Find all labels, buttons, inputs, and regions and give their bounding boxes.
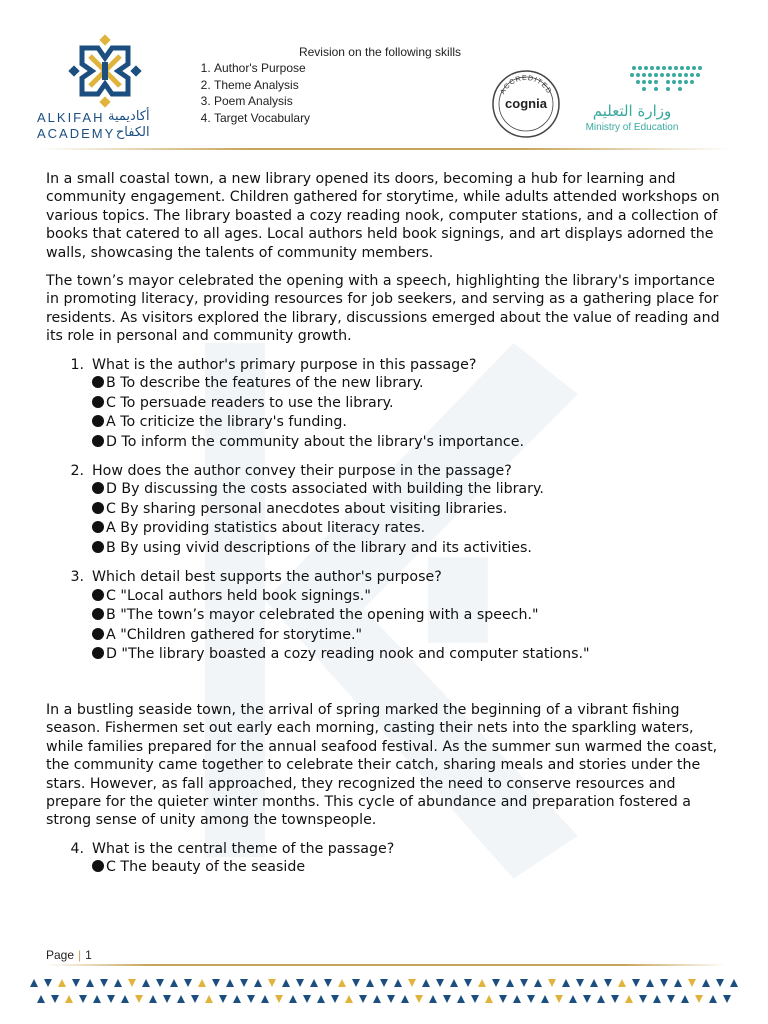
triangle-ornament: [303, 995, 311, 1003]
triangle-ornament: [219, 995, 227, 1003]
question-number: 4.: [70, 840, 84, 857]
triangle-ornament: [695, 995, 703, 1003]
triangle-ornament: [268, 979, 276, 987]
triangle-ornament: [674, 979, 682, 987]
cognia-name: cognia: [505, 96, 547, 111]
triangle-ornament: [296, 979, 304, 987]
question-number: 3.: [70, 569, 84, 586]
triangle-ornament: [611, 995, 619, 1003]
triangle-ornament: [30, 979, 38, 987]
answer-option[interactable]: [46, 519, 726, 539]
bullet-dot-icon: [92, 628, 104, 640]
triangle-ornament: [534, 979, 542, 987]
triangle-ornament: [667, 995, 675, 1003]
footer-triangle-pattern-top: [30, 976, 742, 990]
question-4: [46, 840, 726, 878]
triangle-ornament: [730, 979, 738, 987]
triangle-ornament: [212, 979, 220, 987]
bullet-dot-icon: [92, 608, 104, 620]
answer-option[interactable]: [46, 626, 726, 646]
triangle-ornament: [576, 979, 584, 987]
triangle-ornament: [289, 995, 297, 1003]
triangle-ornament: [653, 995, 661, 1003]
triangle-ornament: [324, 979, 332, 987]
triangle-ornament: [625, 995, 633, 1003]
triangle-ornament: [170, 979, 178, 987]
skill-item: 1. Author's Purpose: [214, 60, 580, 77]
triangle-ornament: [149, 995, 157, 1003]
triangle-ornament: [51, 995, 59, 1003]
triangle-ornament: [317, 995, 325, 1003]
page-number: [46, 948, 92, 962]
bullet-dot-icon: [92, 521, 104, 533]
triangle-ornament: [457, 995, 465, 1003]
option-text: C To persuade readers to use the library.: [106, 394, 394, 411]
option-text: C By sharing personal anecdotes about visiting libraries.: [106, 500, 508, 517]
brand-line-2: ACADEMY: [37, 126, 116, 141]
page-label: Page: [46, 948, 75, 962]
triangle-ornament: [429, 995, 437, 1003]
triangle-ornament: [527, 995, 535, 1003]
cognia-top-text: ACCREDITED: [499, 74, 553, 96]
triangle-ornament: [632, 979, 640, 987]
triangle-ornament: [569, 995, 577, 1003]
question-number: 2.: [70, 463, 84, 480]
triangle-ornament: [492, 979, 500, 987]
bullet-dot-icon: [92, 415, 104, 427]
passage-2-paragraph: In a bustling seaside town, the arrival of spring marked the beginning of a vibrant fishing season. Fishermen set out early each morning, casting their nets into the sparkling waters, while families prepared for the annual seafood festival. As the summer sun warmed the coast, the community came together to celebrate their catch, sharing meals and stories under the stars. However, as fall approached, they recognized the need to conserve resources and prepare for the quieter winter months. This cycle of abundance and preparation fostered a strong sense of unity among the townspeople.: [46, 701, 718, 829]
bullet-dot-icon: [92, 541, 104, 553]
triangle-ornament: [583, 995, 591, 1003]
skill-item: 3. Poem Analysis: [214, 93, 580, 110]
triangle-ornament: [394, 979, 402, 987]
cognia-accreditation-seal-icon: [490, 68, 562, 140]
triangle-ornament: [723, 995, 731, 1003]
answer-option[interactable]: [46, 587, 726, 607]
triangle-ornament: [331, 995, 339, 1003]
triangle-ornament: [72, 979, 80, 987]
question-stem: How does the author convey their purpose in the passage?: [92, 463, 512, 480]
triangle-ornament: [562, 979, 570, 987]
ministry-name-ar: وزارة التعليم: [592, 102, 672, 120]
answer-option[interactable]: [46, 645, 726, 665]
bullet-dot-icon: [92, 435, 104, 447]
triangle-ornament: [541, 995, 549, 1003]
answer-option[interactable]: [46, 413, 726, 433]
footer-divider: [46, 964, 726, 966]
option-text: D To inform the community about the library's importance.: [106, 433, 524, 450]
triangle-ornament: [58, 979, 66, 987]
triangle-ornament: [359, 995, 367, 1003]
triangle-ornament: [65, 995, 73, 1003]
answer-option[interactable]: [46, 374, 726, 394]
triangle-ornament: [450, 979, 458, 987]
document-header: [0, 0, 768, 150]
page-separator: |: [78, 948, 82, 962]
triangle-ornament: [128, 979, 136, 987]
brand-line-1: ALKIFAH: [37, 110, 105, 125]
triangle-ornament: [646, 979, 654, 987]
skill-item: 4. Target Vocabulary: [214, 110, 580, 127]
triangle-ornament: [156, 979, 164, 987]
triangle-ornament: [86, 979, 94, 987]
header-divider: [40, 148, 730, 150]
triangle-ornament: [408, 979, 416, 987]
triangle-ornament: [198, 979, 206, 987]
triangle-ornament: [338, 979, 346, 987]
triangle-ornament: [345, 995, 353, 1003]
triangle-ornament: [506, 979, 514, 987]
answer-option[interactable]: [46, 394, 726, 414]
triangle-ornament: [401, 995, 409, 1003]
triangle-ornament: [93, 995, 101, 1003]
option-text: B By using vivid descriptions of the library and its activities.: [106, 539, 532, 556]
triangle-ornament: [107, 995, 115, 1003]
triangle-ornament: [688, 979, 696, 987]
triangle-ornament: [205, 995, 213, 1003]
triangle-ornament: [380, 979, 388, 987]
triangle-ornament: [590, 979, 598, 987]
triangle-ornament: [100, 979, 108, 987]
answer-option[interactable]: [46, 500, 726, 520]
passage-1-paragraph-1: In a small coastal town, a new library opened its doors, becoming a hub for learning and community engagement. Children gathered for storytime, while adults attended workshops on various topics. The library boasted a cozy reading nook, computer stations, and a collection of books that catered to all ages. Local authors held book signings, and art displays adorned the walls, showcasing the talents of community members.: [46, 171, 720, 261]
triangle-ornament: [618, 979, 626, 987]
question-stem: What is the author's primary purpose in this passage?: [92, 356, 477, 373]
question-1: [46, 356, 726, 452]
triangle-ornament: [282, 979, 290, 987]
answer-option[interactable]: [46, 480, 726, 500]
bullet-dot-icon: [92, 396, 104, 408]
triangle-ornament: [702, 979, 710, 987]
triangle-ornament: [597, 995, 605, 1003]
ministry-name-en: Ministry of Education: [585, 122, 679, 133]
footer-triangle-pattern-bottom: [30, 992, 742, 1006]
triangle-ornament: [310, 979, 318, 987]
triangle-ornament: [415, 995, 423, 1003]
option-text: B "The town’s mayor celebrated the opening with a speech.": [106, 607, 539, 624]
question-stem: What is the central theme of the passage?: [92, 840, 395, 857]
bullet-dot-icon: [92, 860, 104, 872]
triangle-ornament: [261, 995, 269, 1003]
triangle-ornament: [233, 995, 241, 1003]
triangle-ornament: [520, 979, 528, 987]
section-spacer: [46, 675, 726, 701]
triangle-ornament: [485, 995, 493, 1003]
triangle-ornament: [681, 995, 689, 1003]
triangle-ornament: [443, 995, 451, 1003]
triangle-ornament: [247, 995, 255, 1003]
page-number-value: 1: [85, 948, 92, 962]
question-stem: Which detail best supports the author's purpose?: [92, 569, 442, 586]
passage-1-paragraph-2: The town’s mayor celebrated the opening with a speech, highlighting the library's importance in promoting literacy, providing resources for job seekers, and serving as a gathering place for residents. As visitors explored the library, discussions emerged about the value of reading and its role in personal and community growth.: [46, 273, 720, 345]
bullet-dot-icon: [92, 502, 104, 514]
answer-option[interactable]: [46, 433, 726, 453]
triangle-ornament: [373, 995, 381, 1003]
bullet-dot-icon: [92, 589, 104, 601]
ministry-logo-dots-icon: [582, 62, 712, 102]
brand-name-en: [37, 110, 115, 142]
triangle-ornament: [555, 995, 563, 1003]
option-text: A By providing statistics about literacy rates.: [106, 520, 426, 537]
triangle-ornament: [639, 995, 647, 1003]
question-2: [46, 462, 726, 558]
triangle-ornament: [79, 995, 87, 1003]
triangle-ornament: [436, 979, 444, 987]
triangle-ornament: [548, 979, 556, 987]
option-text: B To describe the features of the new library.: [106, 375, 424, 392]
triangle-ornament: [387, 995, 395, 1003]
triangle-ornament: [184, 979, 192, 987]
triangle-ornament: [163, 995, 171, 1003]
triangle-ornament: [464, 979, 472, 987]
triangle-ornament: [191, 995, 199, 1003]
triangle-ornament: [275, 995, 283, 1003]
answer-option[interactable]: [46, 858, 726, 878]
triangle-ornament: [499, 995, 507, 1003]
bullet-dot-icon: [92, 647, 104, 659]
answer-option[interactable]: [46, 539, 726, 559]
triangle-ornament: [604, 979, 612, 987]
question-3: [46, 568, 726, 664]
triangle-ornament: [254, 979, 262, 987]
triangle-ornament: [121, 995, 129, 1003]
bullet-dot-icon: [92, 482, 104, 494]
triangle-ornament: [37, 995, 45, 1003]
alkifah-logo-icon: [68, 34, 142, 108]
triangle-ornament: [226, 979, 234, 987]
triangle-ornament: [422, 979, 430, 987]
triangle-ornament: [478, 979, 486, 987]
answer-option[interactable]: [46, 606, 726, 626]
option-text: D By discussing the costs associated with building the library.: [106, 481, 544, 498]
triangle-ornament: [135, 995, 143, 1003]
triangle-ornament: [660, 979, 668, 987]
triangle-ornament: [513, 995, 521, 1003]
triangle-ornament: [142, 979, 150, 987]
question-number: 1.: [70, 356, 84, 373]
option-text: A "Children gathered for storytime.": [106, 626, 362, 643]
brand-ar-line-2: الكفاح: [115, 125, 150, 140]
triangle-ornament: [177, 995, 185, 1003]
triangle-ornament: [44, 979, 52, 987]
triangle-ornament: [366, 979, 374, 987]
triangle-ornament: [240, 979, 248, 987]
skill-item: 2. Theme Analysis: [214, 77, 580, 94]
worksheet-body: [46, 170, 726, 888]
option-text: C The beauty of the seaside: [106, 859, 306, 876]
option-text: A To criticize the library's funding.: [106, 414, 347, 431]
triangle-ornament: [352, 979, 360, 987]
brand-name-ar: [108, 109, 150, 141]
brand-ar-line-1: أكاديمية: [108, 109, 150, 124]
triangle-ornament: [114, 979, 122, 987]
option-text: D "The library boasted a cozy reading nook and computer stations.": [106, 646, 590, 663]
triangle-ornament: [716, 979, 724, 987]
triangle-ornament: [471, 995, 479, 1003]
bullet-dot-icon: [92, 376, 104, 388]
option-text: C "Local authors held book signings.": [106, 587, 371, 604]
triangle-ornament: [709, 995, 717, 1003]
revision-title: Revision on the following skills: [298, 45, 462, 59]
